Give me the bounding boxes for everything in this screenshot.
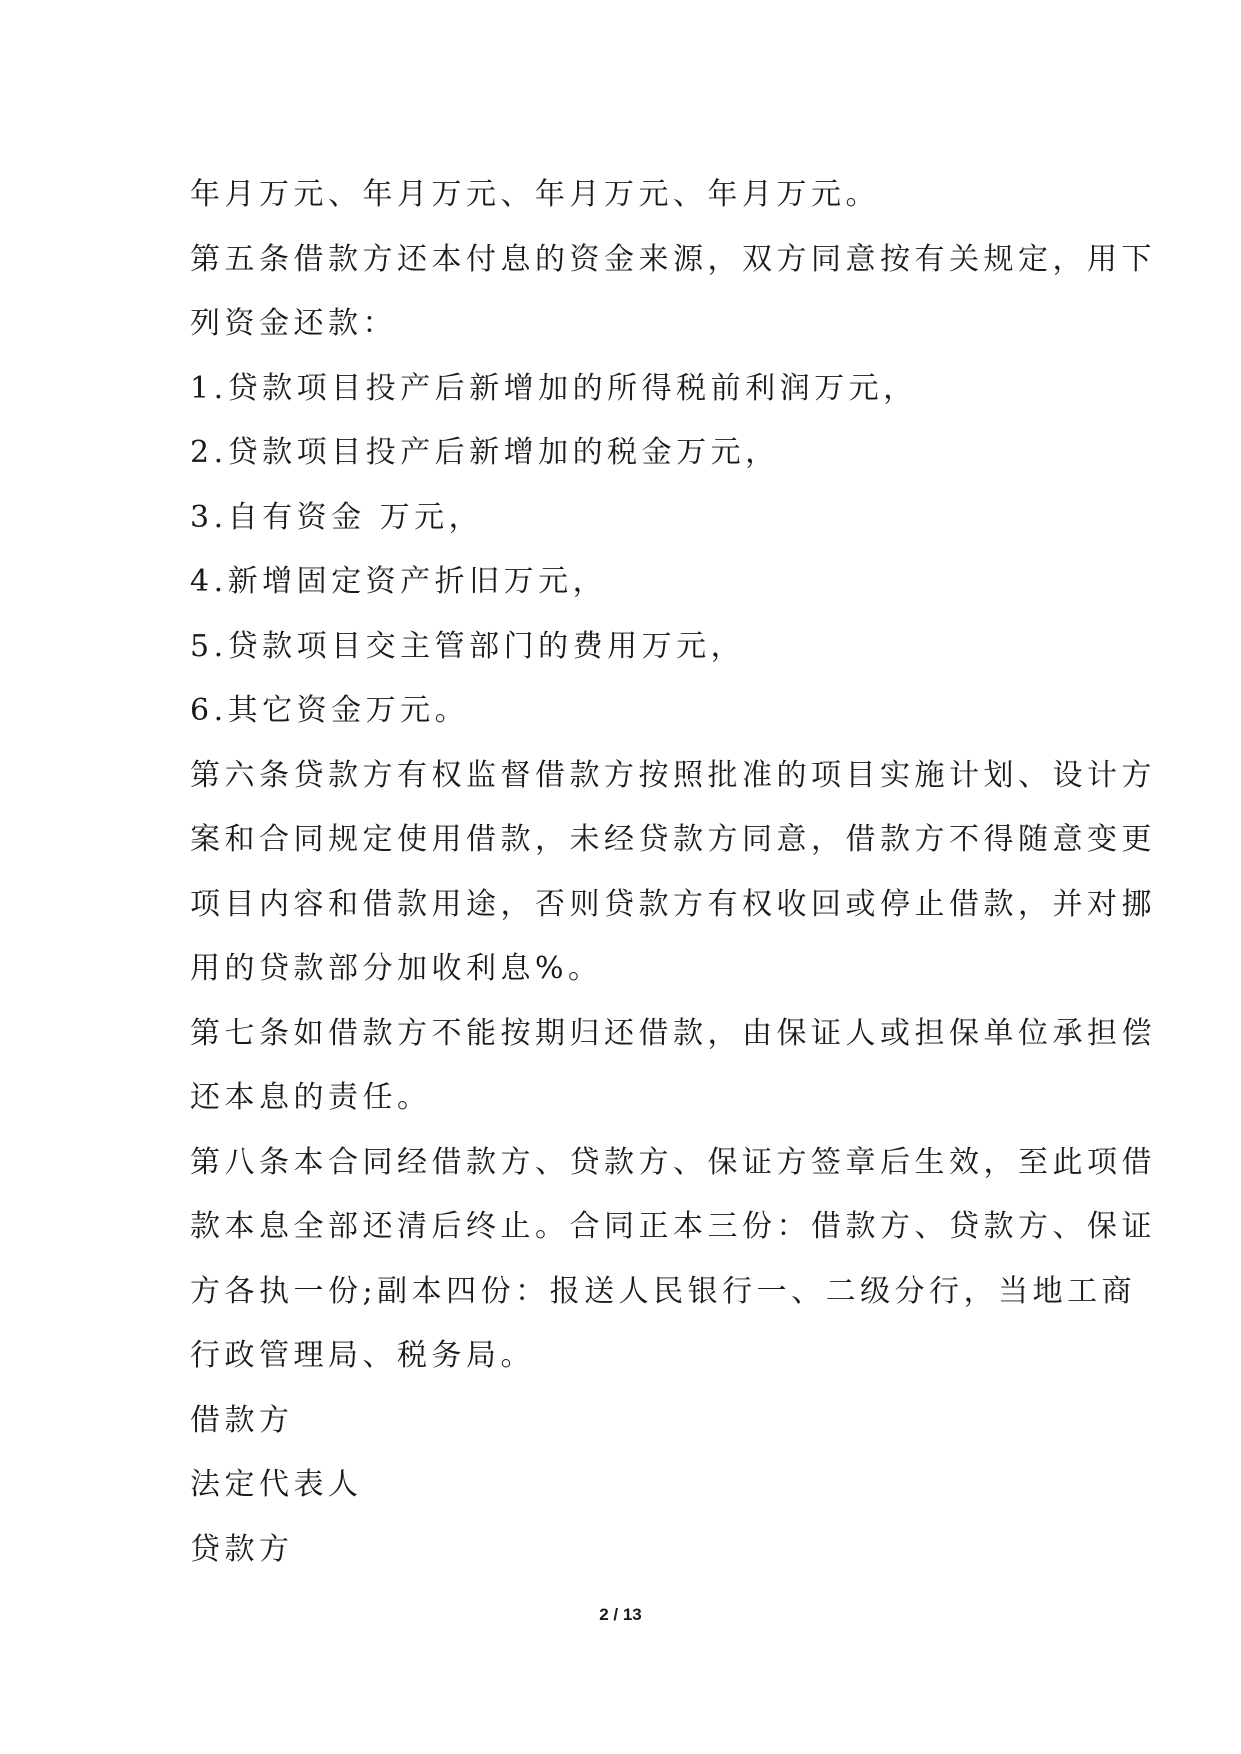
signature-label-borrower: 借款方 xyxy=(190,1402,294,1438)
text-line: 年月万元、年月万元、年月万元、年月万元。 xyxy=(190,177,880,212)
text-line: 第八条本合同经借款方、贷款方、保证方签章后生效，至此项借 xyxy=(190,1144,1156,1180)
list-item: 2.贷款项目投产后新增加的税金万元， xyxy=(190,435,780,470)
text-line: 款本息全部还清后终止。合同正本三份：借款方、贷款方、保证 xyxy=(190,1209,1156,1244)
list-item: 3.自有资金 万元， xyxy=(190,499,484,535)
text-line: 第七条如借款方不能按期归还借款，由保证人或担保单位承担偿 xyxy=(190,1015,1156,1051)
text-line: 行政管理局、税务局。 xyxy=(190,1338,535,1373)
text-line: 第六条贷款方有权监督借款方按照批准的项目实施计划、设计方 xyxy=(190,757,1156,793)
text-line: 案和合同规定使用借款，未经贷款方同意，借款方不得随意变更 xyxy=(190,822,1156,857)
list-item: 6.其它资金万元。 xyxy=(190,693,470,728)
list-item: 4.新增固定资产折旧万元， xyxy=(190,564,608,599)
signature-label-legal-representative: 法定代表人 xyxy=(190,1467,363,1502)
list-item: 1.贷款项目投产后新增加的所得税前利润万元， xyxy=(190,370,918,406)
page-number: 2 / 13 xyxy=(599,1605,642,1624)
text-line: 还本息的责任。 xyxy=(190,1080,432,1115)
text-line: 第五条借款方还本付息的资金来源，双方同意按有关规定，用下 xyxy=(190,241,1156,277)
signature-label-lender: 贷款方 xyxy=(190,1531,294,1567)
text-line: 用的贷款部分加收利息%。 xyxy=(190,951,603,986)
list-item: 5.贷款项目交主管部门的费用万元， xyxy=(190,628,746,664)
text-line: 项目内容和借款用途，否则贷款方有权收回或停止借款，并对挪 xyxy=(190,886,1156,922)
text-line: 列资金还款： xyxy=(190,306,397,341)
document-body xyxy=(190,163,1156,1582)
text-line: 方各执一份;副本四份：报送人民银行一、二级分行，当地工商 xyxy=(190,1273,1137,1309)
